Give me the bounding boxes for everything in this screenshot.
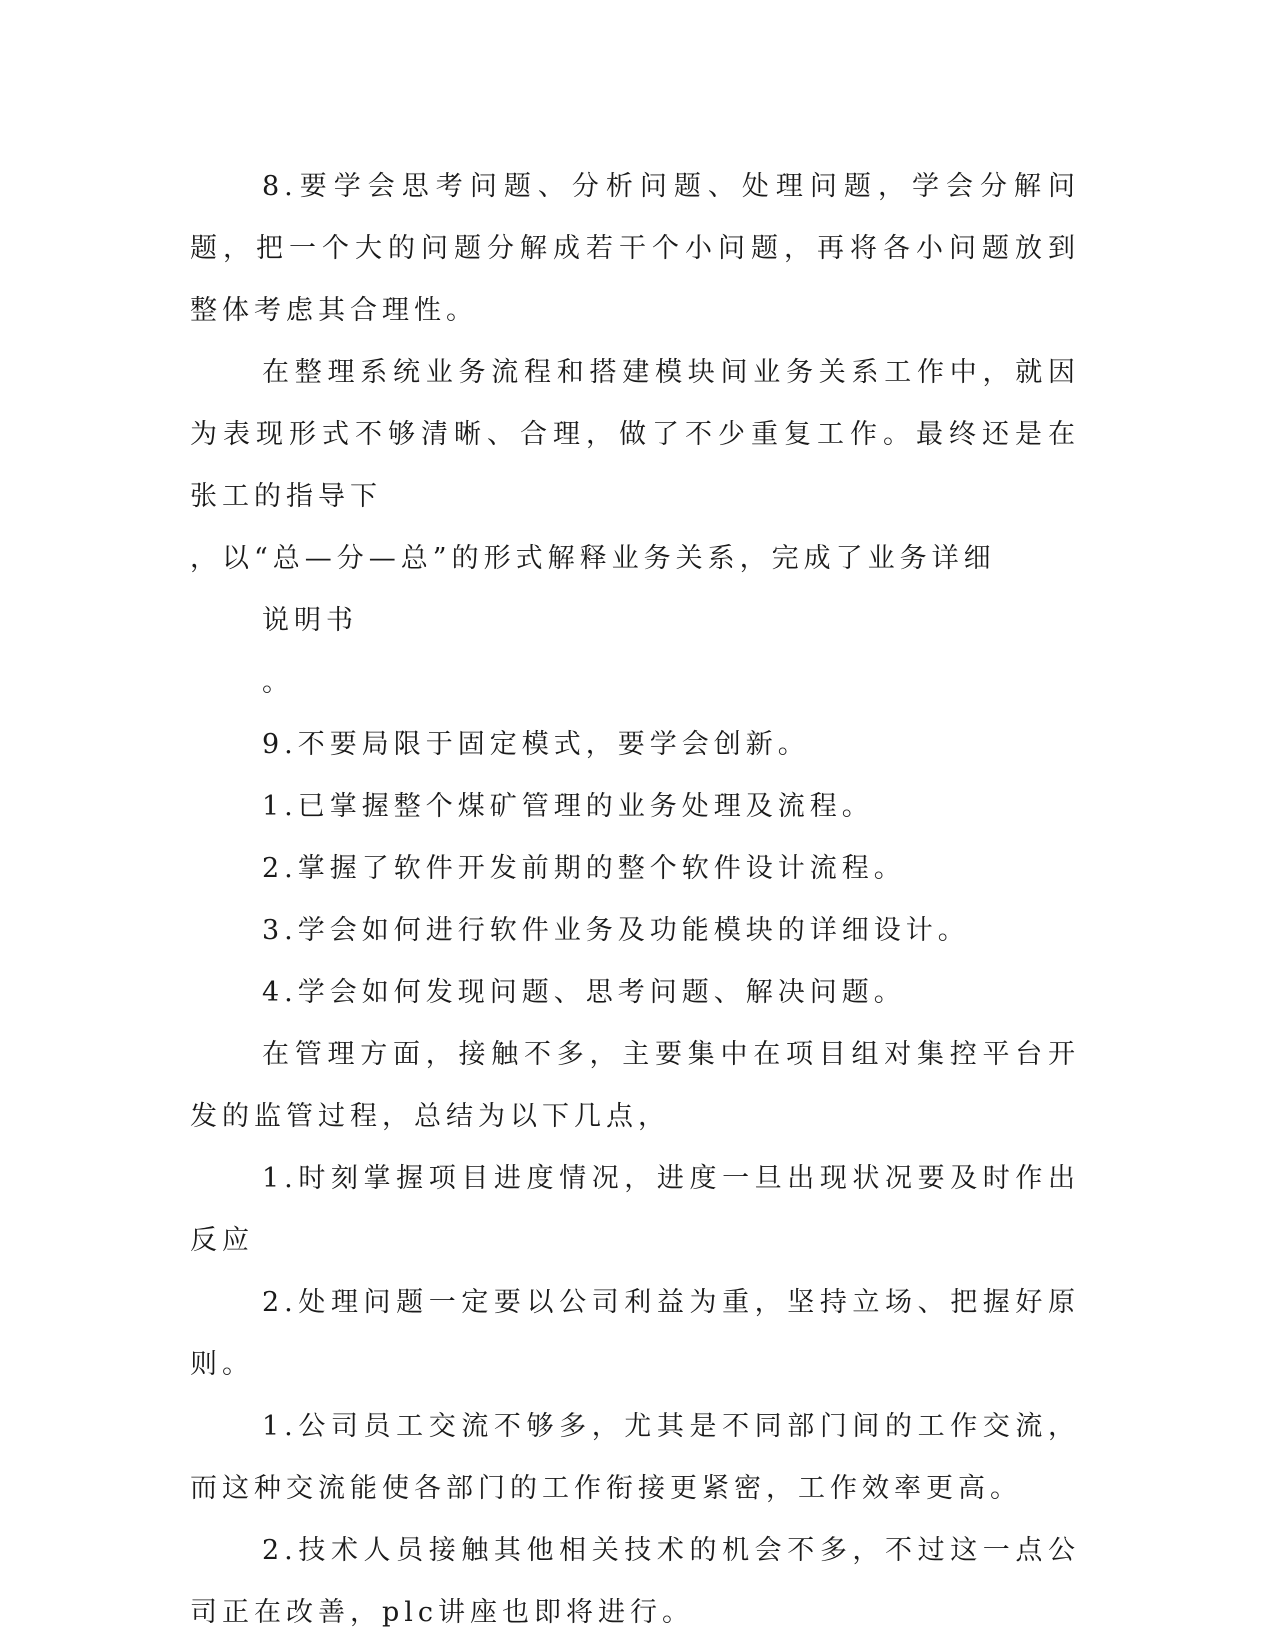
paragraph-4: 说明书	[262, 605, 358, 636]
document-body	[190, 156, 1080, 1644]
paragraph-12: 1.时刻掌握项目进度情况，进度一旦出现状况要及时作出反应	[190, 1163, 1080, 1256]
paragraph-15: 2.技术人员接触其他相关技术的机会不多，不过这一点公司正在改善，plc讲座也即将进行。	[190, 1535, 1080, 1628]
paragraph-3: ，以“总—分—总”的形式解释业务关系，完成了业务详细	[190, 543, 996, 574]
paragraph-7: 1.已掌握整个煤矿管理的业务处理及流程。	[262, 791, 874, 822]
paragraph-9: 3.学会如何进行软件业务及功能模块的详细设计。	[262, 915, 970, 946]
paragraph-8: 2.掌握了软件开发前期的整个软件设计流程。	[262, 853, 906, 884]
paragraph-1: 8.要学会思考问题、分析问题、处理问题，学会分解问题，把一个大的问题分解成若干个小问题，再将各小问题放到整体考虑其合理性。	[190, 171, 1080, 326]
paragraph-14: 1.公司员工交流不够多，尤其是不同部门间的工作交流，而这种交流能使各部门的工作衔接更紧密，工作效率更高。	[190, 1411, 1080, 1504]
paragraph-11: 在管理方面，接触不多，主要集中在项目组对集控平台开发的监管过程，总结为以下几点，	[190, 1039, 1080, 1132]
paragraph-13: 2.处理问题一定要以公司利益为重，坚持立场、把握好原则。	[190, 1287, 1080, 1380]
paragraph-10: 4.学会如何发现问题、思考问题、解决问题。	[262, 977, 906, 1008]
paragraph-2: 在整理系统业务流程和搭建模块间业务关系工作中，就因为表现形式不够清晰、合理，做了不少重复工作。最终还是在张工的指导下	[190, 357, 1080, 512]
paragraph-6: 9.不要局限于固定模式，要学会创新。	[262, 729, 810, 760]
paragraph-5: 。	[262, 667, 294, 698]
